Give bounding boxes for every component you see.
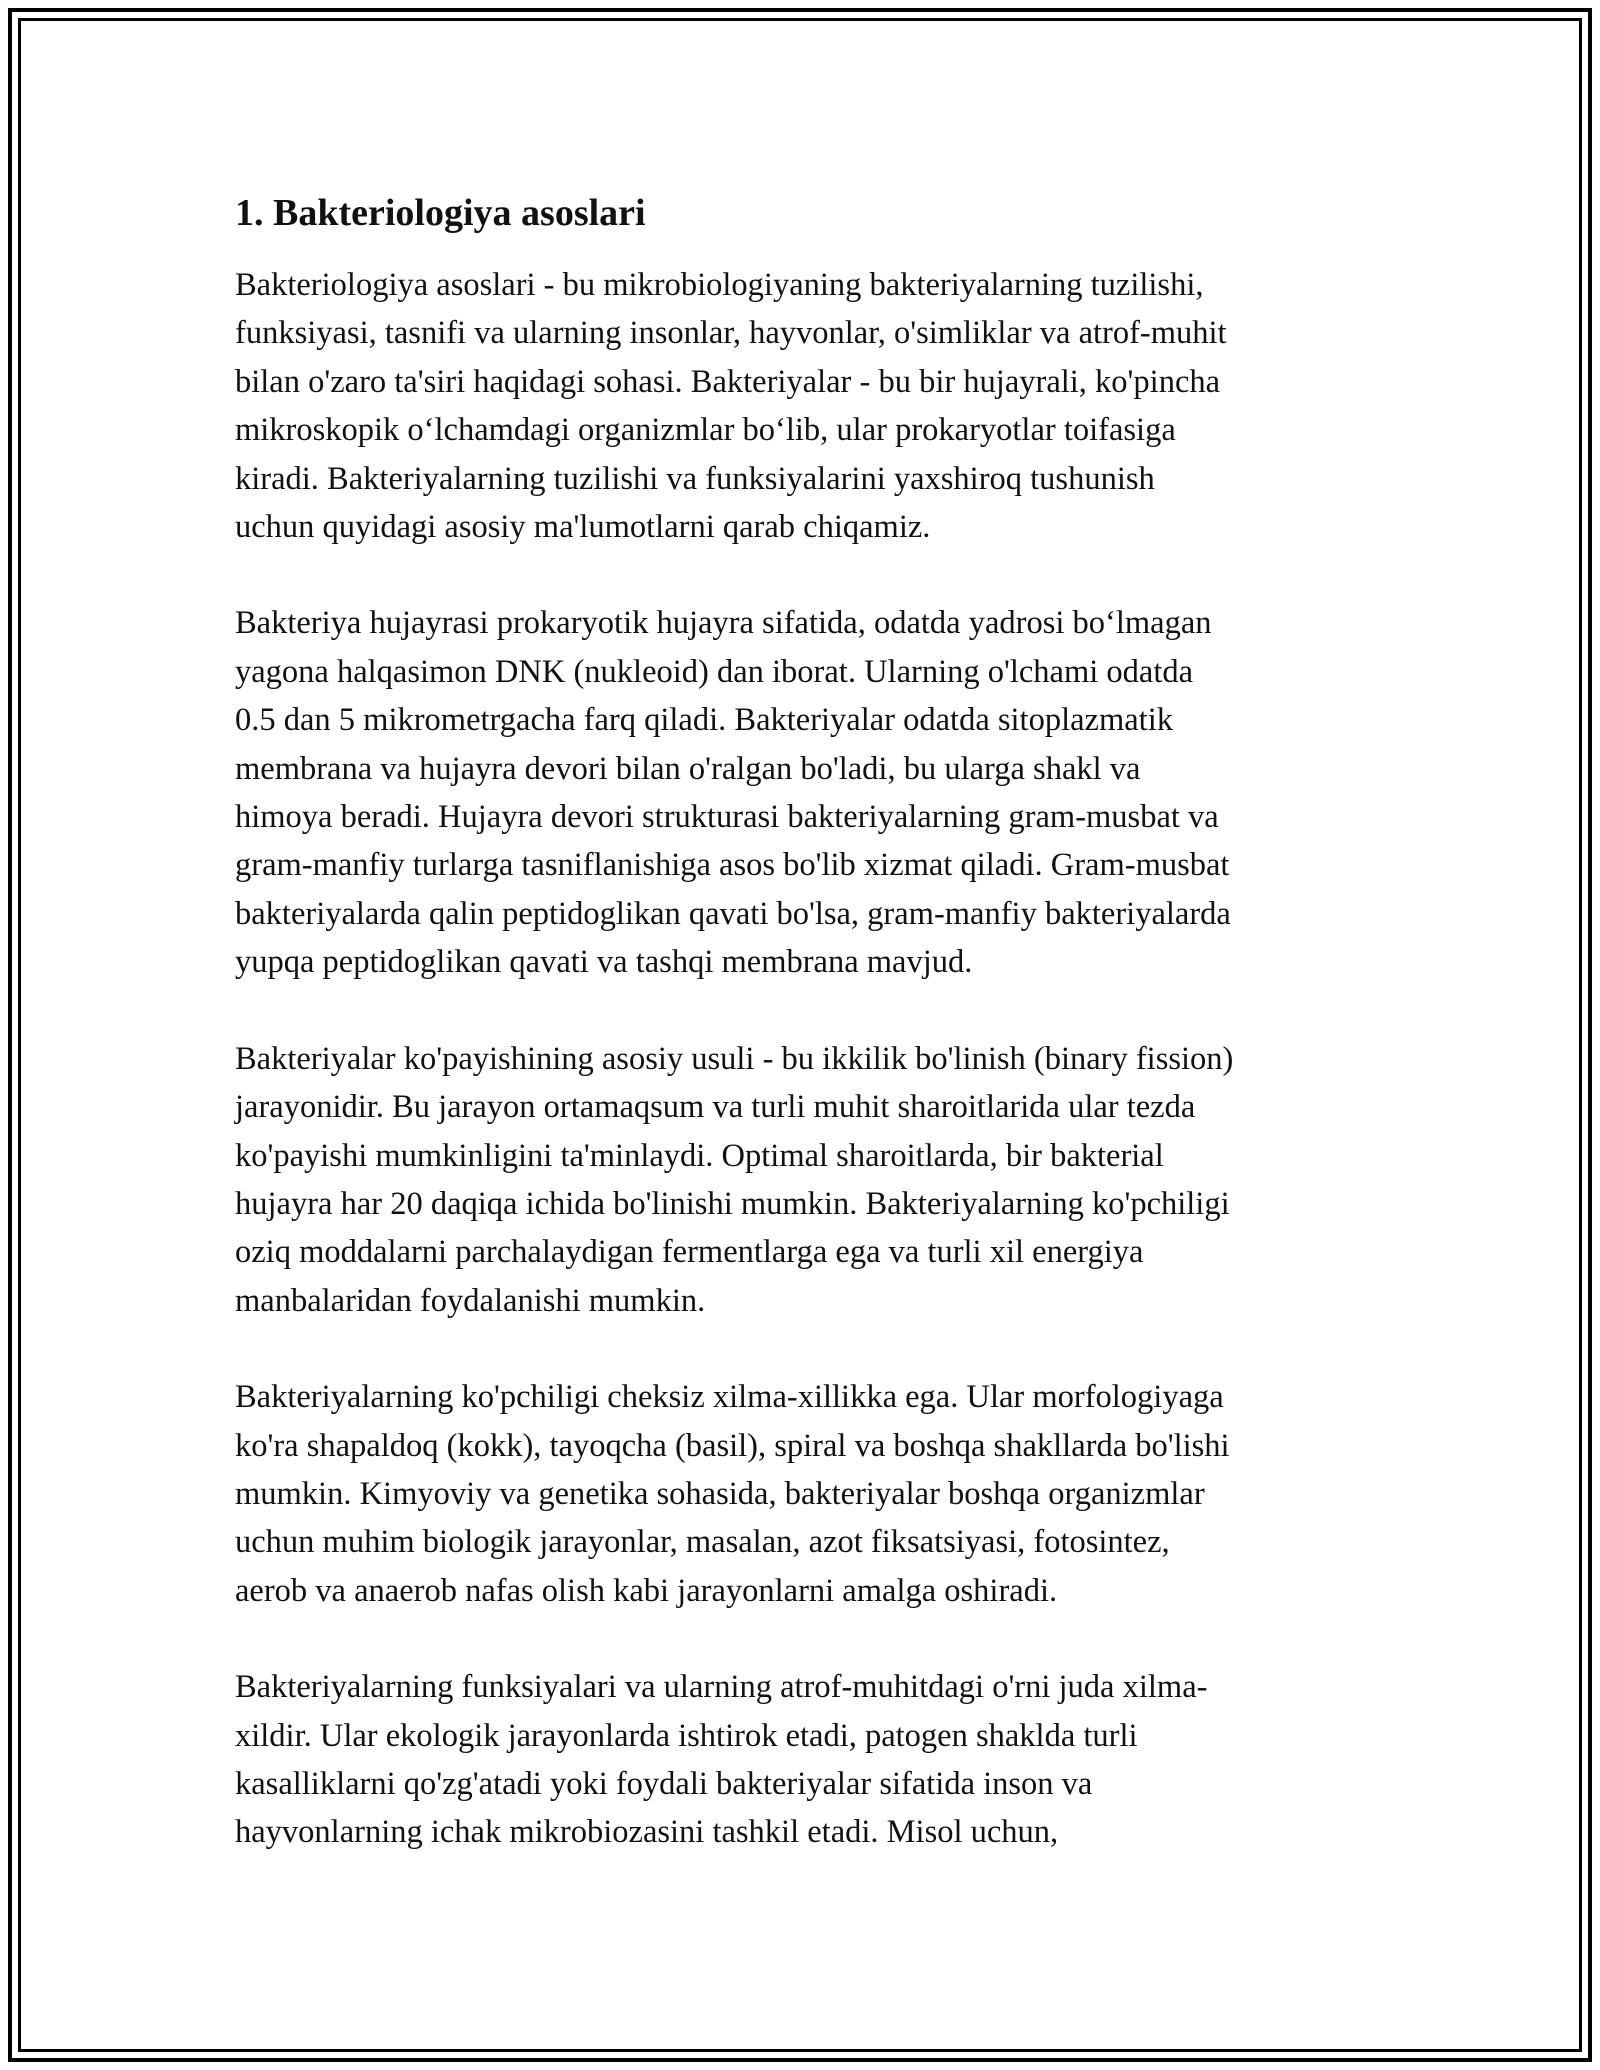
paragraph-line: mumkin. Kimyoviy va genetika sohasida, bakteriyalar boshqa organizmlar bbox=[235, 1475, 1205, 1512]
paragraph-5 bbox=[235, 1663, 1370, 1857]
paragraph-line: uchun muhim biologik jarayonlar, masalan, azot fiksatsiyasi, fotosintez, bbox=[235, 1524, 1170, 1561]
paragraph-line: membrana va hujayra devori bilan o'ralgan bo'ladi, bu ularga shakl va bbox=[235, 750, 1141, 787]
paragraph-line: kasalliklarni qo'zg'atadi yoki foydali bakteriyalar sifatida inson va bbox=[235, 1765, 1093, 1802]
paragraph-line: jarayonidir. Bu jarayon ortamaqsum va turli muhit sharoitlarida ular tezda bbox=[235, 1089, 1196, 1126]
section-heading: 1. Bakteriologiya asoslari bbox=[235, 192, 646, 234]
paragraph-line: Bakteriyalarning ko'pchiligi cheksiz xilma-xillikka ega. Ular morfologiyaga bbox=[235, 1379, 1224, 1416]
paragraph-line: yagona halqasimon DNK (nukleoid) dan iborat. Ularning o'lchami odatda bbox=[235, 653, 1194, 690]
paragraph-4 bbox=[235, 1373, 1370, 1615]
paragraph-line: xildir. Ular ekologik jarayonlarda ishtirok etadi, patogen shaklda turli bbox=[235, 1717, 1138, 1754]
paragraph-line: funksiyasi, tasnifi va ularning insonlar, hayvonlar, o'simliklar va atrof-muhit bbox=[235, 315, 1227, 352]
paragraph-line: ko'payishi mumkinligini ta'minlaydi. Optimal sharoitlarda, bir bakterial bbox=[235, 1137, 1164, 1174]
paragraph-1 bbox=[235, 261, 1370, 551]
document-body bbox=[235, 185, 1370, 1905]
paragraph-line: Bakteriyalar ko'payishining asosiy usuli - bu ikkilik bo'linish (binary fission) bbox=[235, 1040, 1234, 1077]
paragraph-line: manbalaridan foydalanishi mumkin. bbox=[235, 1282, 706, 1319]
paragraph-line: mikroskopik o‘lchamdagi organizmlar bo‘lib, ular prokaryotlar toifasiga bbox=[235, 412, 1176, 449]
paragraph-line: Bakteriya hujayrasi prokaryotik hujayra sifatida, odatda yadrosi bo‘lmagan bbox=[235, 605, 1212, 642]
paragraph-line: bilan o'zaro ta'siri haqidagi sohasi. Bakteriyalar - bu bir hujayrali, ko'pincha bbox=[235, 363, 1221, 400]
paragraph-3 bbox=[235, 1035, 1370, 1325]
paragraph-line: kiradi. Bakteriyalarning tuzilishi va funksiyalarini yaxshiroq tushunish bbox=[235, 460, 1155, 497]
paragraph-line: gram-manfiy turlarga tasniflanishiga asos bo'lib xizmat qiladi. Gram-musbat bbox=[235, 847, 1230, 884]
paragraph-line: yupqa peptidoglikan qavati va tashqi membrana mavjud. bbox=[235, 944, 973, 981]
paragraph-line: Bakteriyalarning funksiyalari va ularning atrof-muhitdagi o'rni juda xilma- bbox=[235, 1669, 1208, 1706]
paragraph-line: ko'ra shapaldoq (kokk), tayoqcha (basil), spiral va boshqa shakllarda bo'lishi bbox=[235, 1427, 1230, 1464]
paragraph-line: himoya beradi. Hujayra devori strukturasi bakteriyalarning gram-musbat va bbox=[235, 799, 1219, 836]
paragraph-line: 0.5 dan 5 mikrometrgacha farq qiladi. Bakteriyalar odatda sitoplazmatik bbox=[235, 702, 1173, 739]
paragraph-line: hujayra har 20 daqiqa ichida bo'linishi mumkin. Bakteriyalarning ko'pchiligi bbox=[235, 1185, 1230, 1222]
paragraph-line: bakteriyalarda qalin peptidoglikan qavati bo'lsa, gram-manfiy bakteriyalarda bbox=[235, 895, 1231, 932]
paragraph-line: Bakteriologiya asoslari - bu mikrobiologiyaning bakteriyalarning tuzilishi, bbox=[235, 267, 1204, 303]
paragraph-2 bbox=[235, 599, 1370, 986]
paragraph-line: aerob va anaerob nafas olish kabi jarayonlarni amalga oshiradi. bbox=[235, 1572, 1058, 1609]
paragraph-line: hayvonlarning ichak mikrobiozasini tashkil etadi. Misol uchun, bbox=[235, 1814, 1059, 1851]
paragraph-line: oziq moddalarni parchalaydigan fermentlarga ega va turli xil energiya bbox=[235, 1234, 1144, 1271]
paragraph-line: uchun quyidagi asosiy ma'lumotlarni qarab chiqamiz. bbox=[235, 509, 931, 546]
